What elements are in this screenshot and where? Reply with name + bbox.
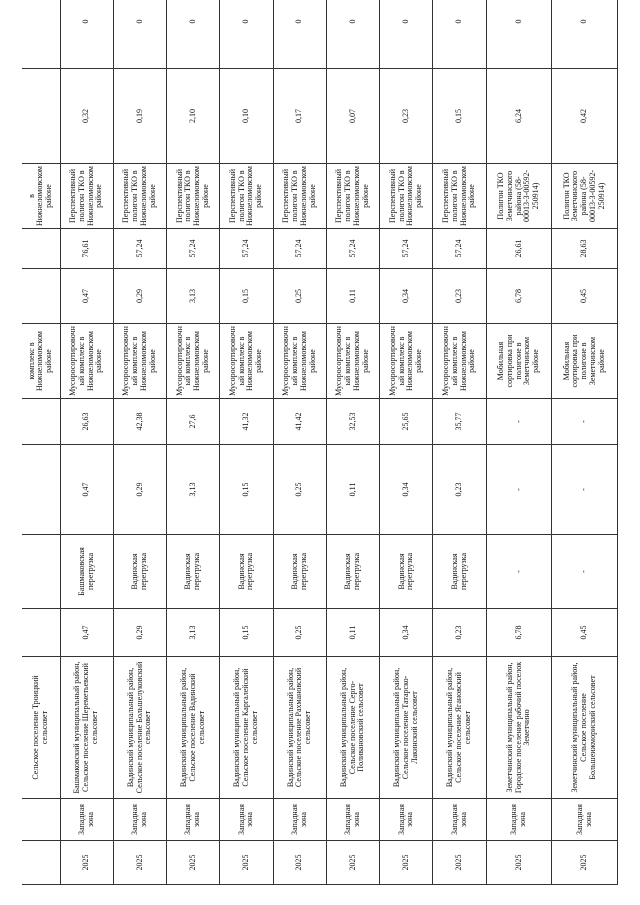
cell-value: 3,13 — [167, 269, 220, 324]
cell-year: 2025 — [220, 841, 273, 885]
cell-value: 0 — [380, 0, 433, 69]
table-row — [220, 0, 273, 885]
cell-value: 0,23 — [433, 609, 486, 657]
table-body — [22, 0, 618, 885]
cell-zone: Западная зона — [552, 799, 618, 841]
cell-value: 0,29 — [113, 609, 166, 657]
cell-value: 0,47 — [60, 609, 113, 657]
cell-value: 41,42 — [273, 399, 326, 445]
cell-site: Вадинская перегрузка — [380, 535, 433, 609]
table-row — [326, 0, 379, 885]
cell-value: 0 — [60, 0, 113, 69]
cell-destination: Перспективный полигон ТКО в Нижнеломовском районе — [433, 164, 486, 229]
cell-value: 2,10 — [167, 69, 220, 164]
cell-value: 0 — [486, 0, 552, 69]
cell-zone: Западная зона — [380, 799, 433, 841]
cell-year: 2025 — [60, 841, 113, 885]
cell-site: Вадинская перегрузка — [326, 535, 379, 609]
cell-value: 35,77 — [433, 399, 486, 445]
cell-value — [22, 609, 60, 657]
cell-object: Мусоросортировочный комплекс в Нижнеломовском районе — [220, 324, 273, 399]
cell-object: Мусоросортировочный комплекс в Нижнеломовском районе — [113, 324, 166, 399]
table-row-continuation — [22, 0, 60, 885]
cell-value: 41,32 — [220, 399, 273, 445]
cell-object: Мусоросортировочный комплекс в Нижнеломовском районе — [326, 324, 379, 399]
cell-value: 0,25 — [273, 269, 326, 324]
cell-destination: Перспективный полигон ТКО в Нижнеломовском районе — [167, 164, 220, 229]
table-row — [60, 0, 113, 885]
cell-year: 2025 — [326, 841, 379, 885]
cell-value: - — [552, 445, 618, 535]
cell-destination: Полигон ТКО Земетчинского района (58-00013-З-00592-250914) — [486, 164, 552, 229]
cell-site: Вадинская перегрузка — [113, 535, 166, 609]
cell-site: Вадинская перегрузка — [433, 535, 486, 609]
cell-value — [22, 229, 60, 269]
cell-zone: Западная зона — [167, 799, 220, 841]
cell-year: 2025 — [486, 841, 552, 885]
cell-destination: в Нижнеломовском районе — [22, 164, 60, 229]
cell-value: 57,24 — [113, 229, 166, 269]
cell-value: 0,19 — [113, 69, 166, 164]
cell-object: комплекс в Нижнеломовском районе — [22, 324, 60, 399]
cell-value: 57,24 — [167, 229, 220, 269]
cell-value: 76,61 — [60, 229, 113, 269]
cell-municipality: Сельское поселение Троицкий сельсовет — [22, 657, 60, 799]
cell-value: 6,24 — [486, 69, 552, 164]
cell-value: 6,78 — [486, 609, 552, 657]
cell-value: - — [486, 399, 552, 445]
cell-value: 32,53 — [326, 399, 379, 445]
cell-year: 2025 — [380, 841, 433, 885]
cell-value: 0,25 — [273, 609, 326, 657]
cell-object: Мусоросортировочный комплекс в Нижнеломовском районе — [273, 324, 326, 399]
cell-value: 6,78 — [486, 269, 552, 324]
cell-value: 26,63 — [60, 399, 113, 445]
cell-municipality: Вадинский муниципальный район, Сельское поселение Ягановский сельсовет — [433, 657, 486, 799]
cell-value: 0,07 — [326, 69, 379, 164]
cell-site: Башмаковская перегрузка — [60, 535, 113, 609]
cell-year: 2025 — [433, 841, 486, 885]
cell-object: Мусоросортировочный комплекс в Нижнеломовском районе — [433, 324, 486, 399]
cell-zone: Западная зона — [60, 799, 113, 841]
cell-value: 25,65 — [380, 399, 433, 445]
cell-zone: Западная зона — [220, 799, 273, 841]
cell-value: 0,23 — [433, 445, 486, 535]
cell-site — [22, 535, 60, 609]
waste-flow-table — [22, 0, 618, 885]
cell-value: 57,24 — [433, 229, 486, 269]
cell-value: 0,45 — [552, 609, 618, 657]
table-row — [433, 0, 486, 885]
cell-year: 2025 — [113, 841, 166, 885]
cell-value: 0,15 — [220, 269, 273, 324]
cell-zone: Западная зона — [486, 799, 552, 841]
cell-value — [22, 269, 60, 324]
cell-value: 0 — [433, 0, 486, 69]
cell-value: 0,34 — [380, 269, 433, 324]
cell-object: Мусоросортировочный комплекс в Нижнеломовском районе — [380, 324, 433, 399]
cell-destination: Полигон ТКО Земетчинского района (58-00013-З-00592-250914) — [552, 164, 618, 229]
cell-destination: Перспективный полигон ТКО в Нижнеломовском районе — [326, 164, 379, 229]
table-row — [113, 0, 166, 885]
cell-municipality: Вадинский муниципальный район, Сельское поселение Серго-Поливановский сельсовет — [326, 657, 379, 799]
table-row — [552, 0, 618, 885]
table-row — [486, 0, 552, 885]
cell-value: 0,23 — [380, 69, 433, 164]
cell-year — [22, 841, 60, 885]
cell-value: 57,24 — [220, 229, 273, 269]
cell-value: 3,13 — [167, 609, 220, 657]
cell-destination: Перспективный полигон ТКО в Нижнеломовском районе — [380, 164, 433, 229]
cell-value: 0 — [167, 0, 220, 69]
cell-value: 0,15 — [220, 609, 273, 657]
cell-municipality: Вадинский муниципальный район, Сельское поселение Татарско-Лакинский сельсовет — [380, 657, 433, 799]
cell-municipality: Вадинский муниципальный район, Сельское поселение Каргалейский сельсовет — [220, 657, 273, 799]
cell-value: - — [486, 445, 552, 535]
cell-value: 57,24 — [380, 229, 433, 269]
cell-value: 57,24 — [273, 229, 326, 269]
cell-municipality: Башмаковский муниципальный район, Сельское поселение Шереметьевский сельсовет — [60, 657, 113, 799]
cell-value: 0,47 — [60, 269, 113, 324]
cell-year: 2025 — [167, 841, 220, 885]
cell-value: 0 — [326, 0, 379, 69]
cell-municipality: Вадинский муниципальный район, Сельское поселение Рахмановский сельсовет — [273, 657, 326, 799]
cell-object: Мусоросортировочный комплекс в Нижнеломовском районе — [60, 324, 113, 399]
cell-value — [22, 399, 60, 445]
cell-value: 0,29 — [113, 445, 166, 535]
cell-value: 0,25 — [273, 445, 326, 535]
cell-value: 0,11 — [326, 609, 379, 657]
cell-value: 0,23 — [433, 269, 486, 324]
cell-value: 57,24 — [326, 229, 379, 269]
cell-value — [22, 0, 60, 69]
cell-value: 0,34 — [380, 609, 433, 657]
cell-value: 0 — [273, 0, 326, 69]
cell-year: 2025 — [552, 841, 618, 885]
cell-object: Мобильная сортировка при полигоне в Земетчинском районе — [486, 324, 552, 399]
cell-value: 0 — [220, 0, 273, 69]
cell-zone: Западная зона — [433, 799, 486, 841]
cell-value: 28,63 — [552, 229, 618, 269]
cell-site: Вадинская перегрузка — [273, 535, 326, 609]
cell-object: Мобильная сортировка при полигоне в Земетчинском районе — [552, 324, 618, 399]
cell-zone — [22, 799, 60, 841]
cell-municipality: Земетчинский муниципальный район, Городское поселение рабочий поселок Земетчино — [486, 657, 552, 799]
cell-value: 0 — [113, 0, 166, 69]
cell-destination: Перспективный полигон ТКО в Нижнеломовском районе — [273, 164, 326, 229]
cell-value: 0,17 — [273, 69, 326, 164]
cell-value — [22, 69, 60, 164]
cell-value: 0 — [552, 0, 618, 69]
cell-destination: Перспективный полигон ТКО в Нижнеломовском районе — [60, 164, 113, 229]
cell-value: 0,32 — [60, 69, 113, 164]
table-row — [380, 0, 433, 885]
cell-site: Вадинская перегрузка — [167, 535, 220, 609]
cell-site: Вадинская перегрузка — [220, 535, 273, 609]
cell-value: 3,13 — [167, 445, 220, 535]
cell-site: - — [486, 535, 552, 609]
cell-year: 2025 — [273, 841, 326, 885]
cell-value: 0,15 — [433, 69, 486, 164]
table-row — [167, 0, 220, 885]
cell-zone: Западная зона — [113, 799, 166, 841]
cell-destination: Перспективный полигон ТКО в Нижнеломовском районе — [220, 164, 273, 229]
cell-value: 0,11 — [326, 269, 379, 324]
cell-site: - — [552, 535, 618, 609]
cell-value: 42,38 — [113, 399, 166, 445]
cell-value: 27,6 — [167, 399, 220, 445]
cell-value: 0,10 — [220, 69, 273, 164]
cell-zone: Западная зона — [273, 799, 326, 841]
cell-municipality: Земетчинский муниципальный район, Сельское поселение Большеижмориский сельсовет — [552, 657, 618, 799]
cell-value: 0,34 — [380, 445, 433, 535]
cell-municipality: Вадинский муниципальный район, Сельское поселение Большелуковский сельсовет — [113, 657, 166, 799]
cell-value: 0,29 — [113, 269, 166, 324]
cell-value: 0,15 — [220, 445, 273, 535]
cell-zone: Западная зона — [326, 799, 379, 841]
cell-value — [22, 445, 60, 535]
cell-value: 0,42 — [552, 69, 618, 164]
table-row — [273, 0, 326, 885]
cell-value: - — [552, 399, 618, 445]
cell-value: 0,11 — [326, 445, 379, 535]
cell-municipality: Вадинский муниципальный район, Сельское поселение Вадинский сельсовет — [167, 657, 220, 799]
cell-value: 0,47 — [60, 445, 113, 535]
cell-destination: Перспективный полигон ТКО в Нижнеломовском районе — [113, 164, 166, 229]
cell-value: 26,61 — [486, 229, 552, 269]
cell-object: Мусоросортировочный комплекс в Нижнеломовском районе — [167, 324, 220, 399]
cell-value: 0,45 — [552, 269, 618, 324]
